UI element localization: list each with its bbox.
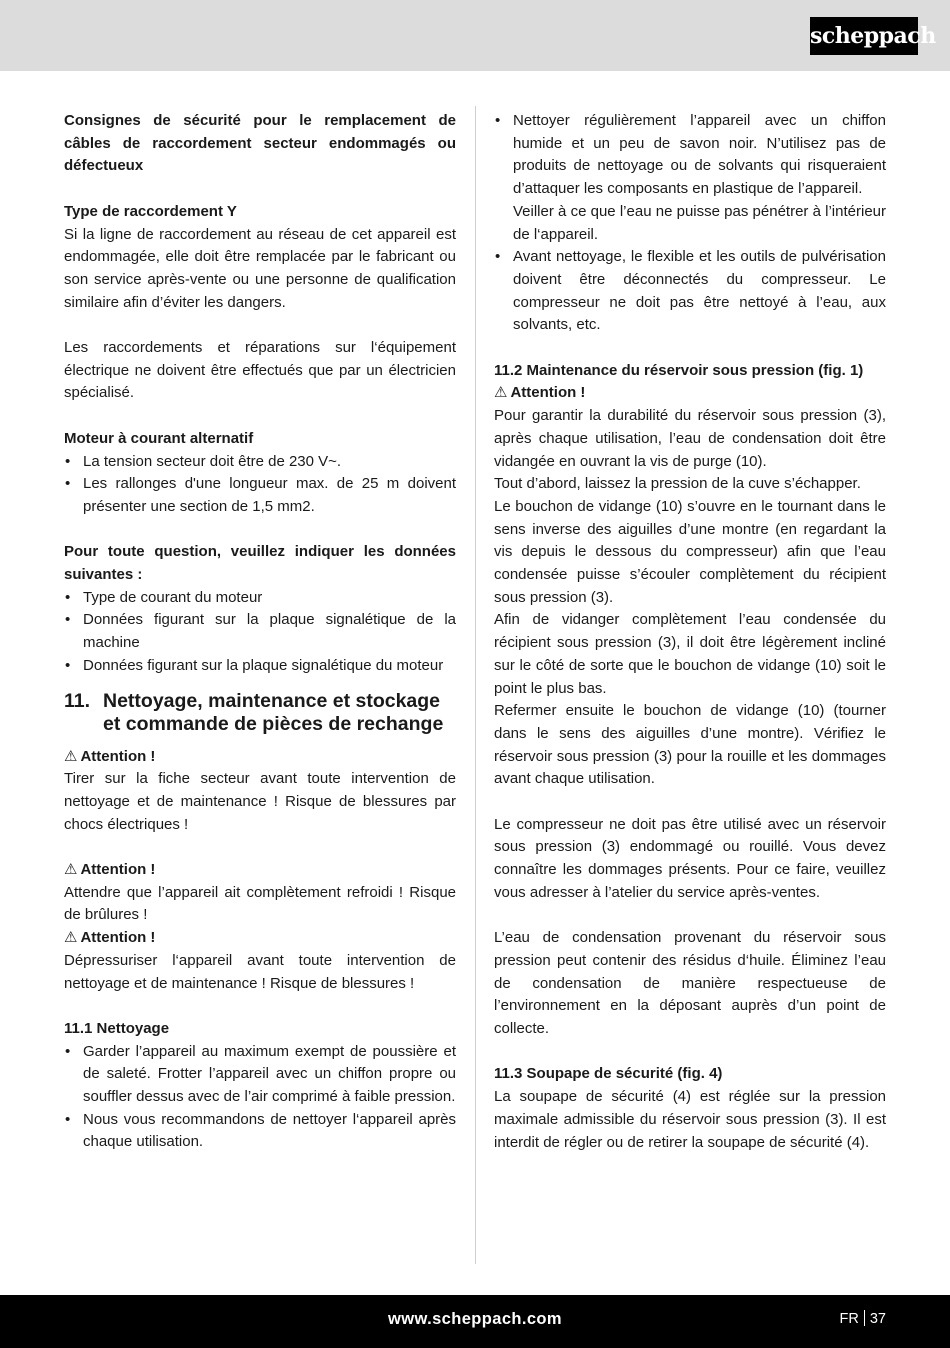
warning-text: Tirer sur la fiche secteur avant toute intervention de nettoyage et de maintenance ! Risque de blessures par chocs électriques !	[64, 770, 456, 833]
list-item: • La tension secteur doit être de 230 V~.	[64, 451, 456, 474]
page-indicator	[840, 1310, 886, 1327]
website-url: www.scheppach.com	[388, 1310, 562, 1328]
tank-paragraph: Tout d’abord, laissez la pression de la cuve s’échapper.	[494, 475, 861, 493]
list-item: • Nous vous recommandons de nettoyer l‘appareil après chaque utilisation.	[64, 1109, 456, 1154]
warning-triangle-icon: ⚠	[494, 384, 508, 402]
warning-triangle-icon: ⚠	[64, 929, 78, 947]
warning-label: ⚠ Attention !	[64, 929, 156, 947]
brand-logo: scheppach	[810, 17, 918, 55]
cleaning-heading: 11.1 Nettoyage	[64, 1019, 170, 1037]
warning-label: ⚠ Attention !	[64, 747, 156, 765]
right-column	[494, 110, 886, 1154]
y-connection-heading: Type de raccordement Y	[64, 202, 237, 220]
safety-heading: Consignes de sécurité pour le remplacement de câbles de raccordement secteur endommagés ou défectueux	[64, 112, 456, 175]
section-number: 11.	[64, 689, 91, 712]
tank-paragraph: Afin de vidanger complètement l’eau condensée du récipient sous pression (3), il doit être légèrement incliné sur le côté de sorte que le bouchon de vidange (10) soit le point le plus bas.	[494, 611, 886, 697]
list-item: • Type de courant du moteur	[64, 587, 456, 610]
question-list	[64, 587, 456, 678]
safety-valve-heading: 11.3 Soupape de sécurité (fig. 4)	[494, 1065, 723, 1083]
cleaning-list	[64, 1041, 456, 1155]
list-item: • Garder l’appareil au maximum exempt de poussière et de saleté. Frotter l’appareil avec un chiffon propre ou souffler dessus avec de l’air comprimé à faible pression.	[64, 1041, 456, 1109]
safety-valve-text: La soupape de sécurité (4) est réglée sur la pression maximale admissible du réservoir sous pression (3). Il est interdit de régler ou de retirer la soupape de sécurité (4).	[494, 1088, 886, 1151]
column-divider	[475, 106, 476, 1264]
list-item: • Nettoyer régulièrement l’appareil avec un chiffon humide et un peu de savon noir. N’utilisez pas de produits de nettoyage ou de solvants qui risqueraient d’attaquer les composants en plastique de l’appareil. Veiller à ce que l’eau ne puisse pas pénétrer à l’intérieur de l‘appareil.	[494, 110, 886, 246]
tank-maintenance-heading: 11.2 Maintenance du réservoir sous pression (fig. 1)	[494, 361, 864, 379]
warning-label: ⚠ Attention !	[64, 861, 156, 879]
warning-label: ⚠ Attention !	[494, 384, 586, 402]
left-column	[64, 110, 456, 1154]
warning-text: Attendre que l’appareil ait complètement refroidi ! Risque de brûlures !	[64, 883, 456, 924]
list-item: • Données figurant sur la plaque signalétique du moteur	[64, 655, 456, 678]
y-connection-text: Si la ligne de raccordement au réseau de cet appareil est endommagée, elle doit être remplacée par le fabricant ou son service après-vente ou une personne de qualification similaire afin d’éviter les dangers.	[64, 225, 456, 311]
electrical-text: Les raccordements et réparations sur l‘équipement électrique ne doivent être effectués que par un électricien spécialisé.	[64, 339, 456, 402]
warning-triangle-icon: ⚠	[64, 747, 78, 765]
page-number: 37	[869, 1311, 886, 1327]
footer-separator	[864, 1310, 865, 1326]
section-title	[64, 690, 456, 736]
header-bar	[0, 0, 950, 71]
warning-triangle-icon: ⚠	[64, 861, 78, 879]
motor-list	[64, 451, 456, 519]
tank-paragraph: Pour garantir la durabilité du réservoir sous pression (3), après chaque utilisation, l’eau de condensation doit être vidangée en ouvrant la vis de purge (10).	[494, 407, 886, 470]
footer-bar	[0, 1295, 950, 1348]
question-heading: Pour toute question, veuillez indiquer les données suivantes :	[64, 543, 456, 583]
list-item: • Avant nettoyage, le flexible et les outils de pulvérisation doivent être déconnectés du compresseur. Le compresseur ne doit pas être nettoyé à l’eau, aux solvants, etc.	[494, 246, 886, 337]
language-code: FR	[839, 1311, 859, 1327]
list-item: • Données figurant sur la plaque signalétique de la machine	[64, 609, 456, 654]
tank-paragraph: Le bouchon de vidange (10) s’ouvre en le tournant dans le sens inverse des aiguilles d’une montre (en regardant la vis depuis le dessous du compresseur) afin que l’eau condensée puisse s’écouler complètement du récipient sous pression (3).	[494, 497, 886, 606]
tank-paragraph: L’eau de condensation provenant du réservoir sous pression peut contenir des résidus d‘huile. Éliminez l’eau de condensation de manière respectueuse de l’environnement en la déposant auprès d’un point de collecte.	[494, 929, 886, 1038]
section-title-text: Nettoyage, maintenance et stockage et commande de pièces de rechange	[103, 689, 444, 735]
tank-paragraph: Le compresseur ne doit pas être utilisé avec un réservoir sous pression (3) endommagé ou rouillé. Vous devez connaître les dommages présents. Pour ce faire, veuillez vous adresser à l’atelier du service après-ventes.	[494, 815, 886, 901]
cleaning-list-continued	[494, 110, 886, 337]
tank-paragraph: Refermer ensuite le bouchon de vidange (10) (tourner dans le sens des aiguilles d’une montre). Vérifiez le réservoir sous pression (3) pour la rouille et les dommages avant chaque utilisation.	[494, 702, 886, 788]
warning-text: Dépressuriser l‘appareil avant toute intervention de nettoyage et de maintenance ! Risque de blessures !	[64, 951, 456, 992]
list-item: • Les rallonges d'une longueur max. de 25 m doivent présenter une section de 1,5 mm2.	[64, 473, 456, 518]
motor-heading: Moteur à courant alternatif	[64, 429, 254, 447]
